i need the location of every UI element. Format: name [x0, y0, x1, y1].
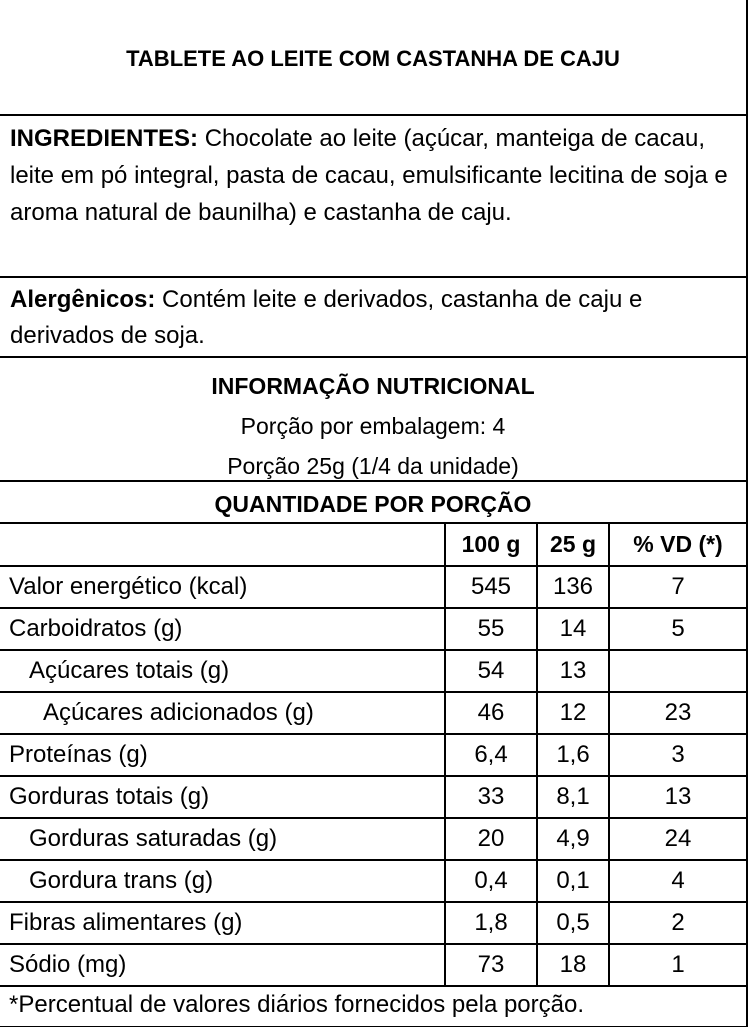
value-100g: 73: [445, 944, 537, 986]
nutrient-name: Sódio (mg): [0, 944, 445, 986]
value-100g: 545: [445, 566, 537, 608]
ingredients-label: INGREDIENTES:: [10, 125, 199, 152]
nutrient-name: Gorduras saturadas (g): [0, 818, 445, 860]
value-25g: 14: [537, 608, 609, 650]
table-row: [0, 608, 746, 650]
nutrient-name: Açúcares adicionados (g): [0, 692, 445, 734]
allergens-text: Contém leite e derivados, castanha de caju e derivados de soja.: [10, 286, 643, 349]
table-header-row: [0, 524, 746, 566]
allergens-section: [0, 278, 746, 358]
header-vd: % VD (*): [609, 524, 746, 566]
table-row: [0, 650, 746, 692]
value-100g: 6,4: [445, 734, 537, 776]
value-25g: 0,1: [537, 860, 609, 902]
table-row: [0, 860, 746, 902]
value-100g: 20: [445, 818, 537, 860]
nutrient-name: Gordura trans (g): [0, 860, 445, 902]
value-25g: 13: [537, 650, 609, 692]
table-row: [0, 734, 746, 776]
ingredients-section: [0, 116, 746, 278]
value-100g: 54: [445, 650, 537, 692]
product-title: TABLETE AO LEITE COM CASTANHA DE CAJU: [0, 0, 746, 116]
nutrient-name: Carboidratos (g): [0, 608, 445, 650]
value-vd: 3: [609, 734, 746, 776]
value-25g: 1,6: [537, 734, 609, 776]
footnote: *Percentual de valores diários fornecidos pela porção.: [9, 991, 585, 1018]
value-100g: 46: [445, 692, 537, 734]
value-100g: 1,8: [445, 902, 537, 944]
table-row: [0, 692, 746, 734]
value-vd: 5: [609, 608, 746, 650]
value-vd: 4: [609, 860, 746, 902]
allergens-label: Alergênicos:: [10, 286, 156, 313]
nutrition-title: INFORMAÇÃO NUTRICIONAL: [211, 373, 535, 399]
servings-per-package: Porção por embalagem: 4: [240, 413, 506, 439]
header-nutrient: [0, 524, 445, 566]
value-25g: 8,1: [537, 776, 609, 818]
table-row: [0, 566, 746, 608]
value-100g: 55: [445, 608, 537, 650]
ingredients-text: Chocolate ao leite (açúcar, manteiga de cacau, leite em pó integral, pasta de cacau, emulsificante lecitina de soja e aroma natural de baunilha) e castanha de caju.: [10, 125, 728, 226]
value-vd: 23: [609, 692, 746, 734]
serving-size: Porção 25g (1/4 da unidade): [227, 453, 519, 479]
nutrition-header: [0, 358, 746, 482]
value-25g: 4,9: [537, 818, 609, 860]
value-100g: 33: [445, 776, 537, 818]
value-25g: 0,5: [537, 902, 609, 944]
table-row: [0, 818, 746, 860]
nutrition-table: [0, 524, 746, 987]
table-row: [0, 902, 746, 944]
nutrient-name: Gorduras totais (g): [0, 776, 445, 818]
nutrient-name: Fibras alimentares (g): [0, 902, 445, 944]
value-25g: 18: [537, 944, 609, 986]
value-vd: 7: [609, 566, 746, 608]
value-vd: 13: [609, 776, 746, 818]
nutrient-name: Proteínas (g): [0, 734, 445, 776]
value-vd: 24: [609, 818, 746, 860]
value-vd: [609, 650, 746, 692]
value-vd: 2: [609, 902, 746, 944]
table-row: [0, 776, 746, 818]
quantity-per-serving-header: QUANTIDADE POR PORÇÃO: [0, 482, 746, 524]
nutrient-name: Açúcares totais (g): [0, 650, 445, 692]
value-vd: 1: [609, 944, 746, 986]
table-row: [0, 944, 746, 986]
header-100g: 100 g: [445, 524, 537, 566]
nutrient-name: Valor energético (kcal): [0, 566, 445, 608]
value-25g: 136: [537, 566, 609, 608]
value-25g: 12: [537, 692, 609, 734]
value-100g: 0,4: [445, 860, 537, 902]
header-25g: 25 g: [537, 524, 609, 566]
